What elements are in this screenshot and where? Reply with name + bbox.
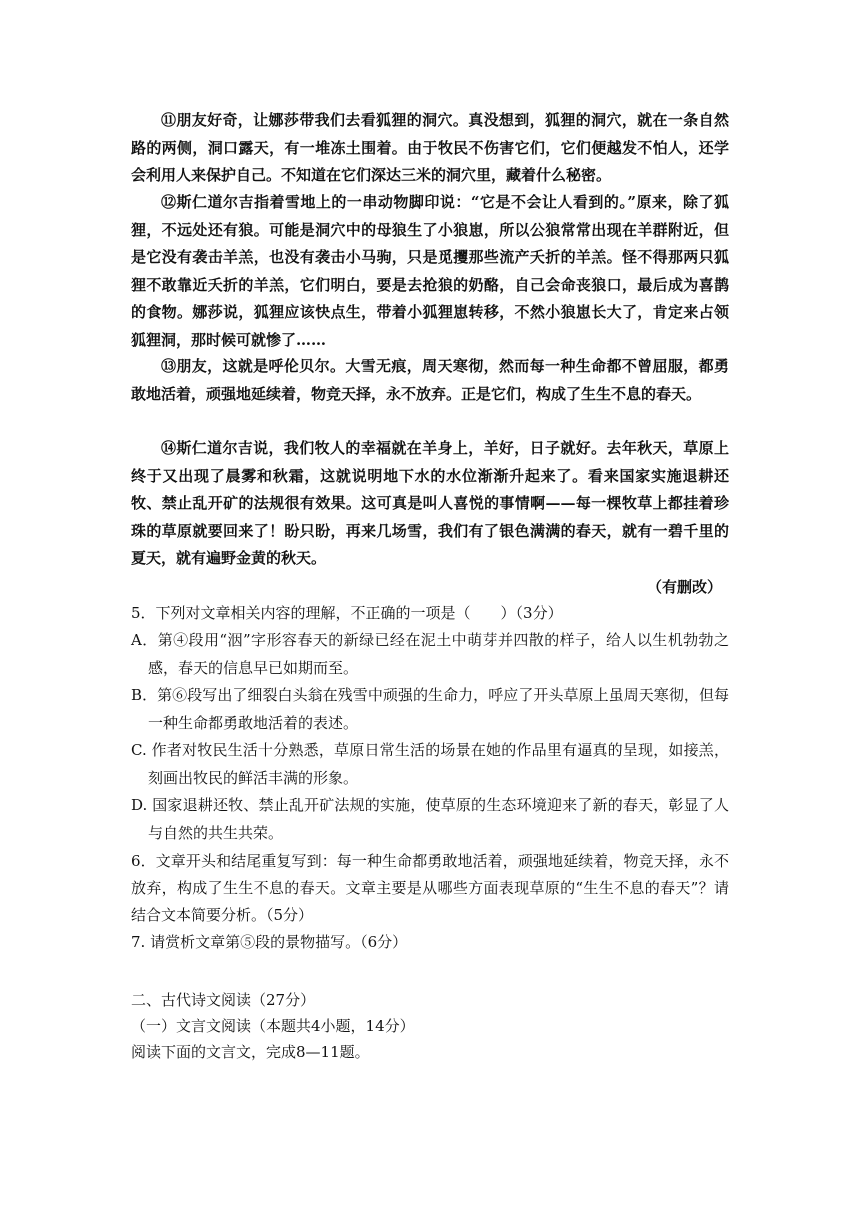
passage-credit: （有删改） [646, 578, 722, 596]
passage-paragraph-12: ⑫斯仁道尔吉指着雪地上的一串动物脚印说：“它是不会让人看到的。”原来，除了狐狸，不远处还有狼。可能是洞穴中的母狼生了小狼崽，所以公狼常常出现在羊群附近，但是它没有袭击羊羔，也没有袭击小马驹，只是觅攫那些流产夭折的羊羔。怪不得那两只狐狸不敢靠近夭折的羊羔，它们明白，要是去抢狼的奶酪，自己会命丧狼口，最后成为喜鹊的食物。娜莎说，狐狸应该快点生，带着小狐狸崽转移，不然小狼崽长大了，肯定来占领狐狸洞，那时候可就惨了…… [131, 193, 729, 349]
question-5-option-b: B．第⑥段写出了细裂白头翁在残雪中顽强的生命力，呼应了开头草原上虽周天寒彻，但每一种生命都勇敢地活着的表述。 [131, 686, 729, 732]
section-heading: 二、古代诗文阅读（27分） [131, 991, 316, 1009]
question-6: 6．文章开头和结尾重复写到：每一种生命都勇敢地活着，顽强地延续着，物竞天择，永不放弃，构成了生生不息的春天。文章主要是从哪些方面表现草原的“生生不息的春天”？请结合文本简要分析。（5分） [131, 852, 729, 924]
passage-paragraph-13: ⑬朋友，这就是呼伦贝尔。大雪无痕，周天寒彻，然而每一种生命都不曾屈服，都勇敢地活着，顽强地延续着，物竞天择，永不放弃。正是它们，构成了生生不息的春天。 [131, 357, 729, 403]
question-5: 5．下列对文章相关内容的理解，不正确的一项是（ ）（3分） [131, 604, 563, 622]
passage-paragraph-14: ⑭斯仁道尔吉说，我们牧人的幸福就在羊身上，羊好，日子就好。去年秋天，草原上终于又出现了晨雾和秋霜，这就说明地下水的水位渐渐升起来了。看来国家实施退耕还牧、禁止乱开矿的法规很有效果。这可真是叫人喜悦的事情啊——每一棵牧草上都挂着珍珠的草原就要回来了！盼只盼，再来几场雪，我们有了银色满满的春天，就有一碧千里的夏天，就有遍野金黄的秋天。 [131, 439, 729, 567]
question-5-option-a: A．第④段用“洇”字形容春天的新绿已经在泥土中萌芽并四散的样子，给人以生机勃勃之感，春天的信息早已如期而至。 [131, 631, 729, 677]
question-7: 7. 请赏析文章第⑤段的景物描写。（6分） [131, 933, 408, 951]
section-subheading: （一）文言文阅读（本题共4小题，14分） [131, 1017, 415, 1035]
question-5-option-c: C. 作者对牧民生活十分熟悉，草原日常生活的场景在她的作品里有逼真的呈现，如接羔，刻画出牧民的鲜活丰满的形象。 [131, 741, 729, 787]
passage-paragraph-11: ⑪朋友好奇，让娜莎带我们去看狐狸的洞穴。真没想到，狐狸的洞穴，就在一条自然路的两侧，洞口露天，有一堆冻土围着。由于牧民不伤害它们，它们便越发不怕人，还学会利用人来保护自己。不知道在它们深达三米的洞穴里，藏着什么秘密。 [131, 111, 729, 184]
section-instruction: 阅读下面的文言文，完成8—11题。 [131, 1043, 370, 1061]
question-5-option-d: D. 国家退耕还牧、禁止乱开矿法规的实施，使草原的生态环境迎来了新的春天，彰显了人与自然的共生共荣。 [131, 796, 729, 842]
